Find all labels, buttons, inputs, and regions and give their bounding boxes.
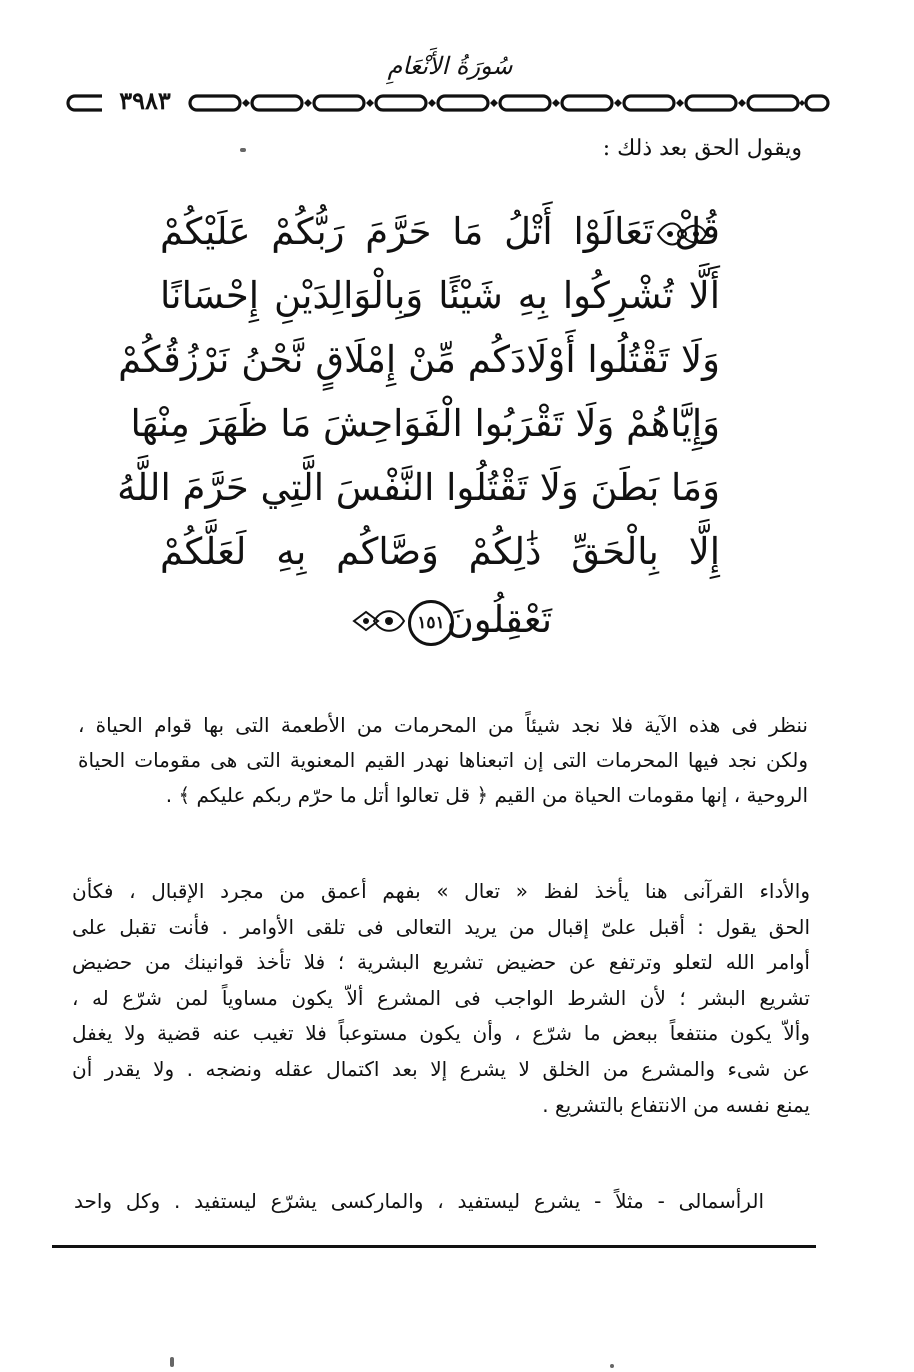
commentary-paragraph xyxy=(72,874,810,1123)
footer-divider xyxy=(52,1245,816,1248)
verse-line: وَمَا بَطَنَ وَلَا تَقْتُلُوا النَّفْسَ الَّتِي حَرَّمَ اللَّهُ xyxy=(117,466,720,509)
verse-end-ornament-icon xyxy=(352,604,406,638)
paragraph-line: عن شىء والمشرع من الخلق لا يشرع إلا بعد اكتمال عقله ونضجه . ولا يقدر أن xyxy=(72,1056,810,1081)
paragraph-line: ولكن نجد فيها المحرمات التى إن اتبعناها نهدر القيم المعنوية التى هى مقومات الحياة xyxy=(78,748,808,772)
paragraph-line: يمنع نفسه من الانتفاع بالتشريع . xyxy=(542,1092,810,1117)
paragraph-line: أوامر الله لتعلو وترتفع عن حضيض تشريع البشرية ؛ فلا تأخذ قوانينك من حضيض xyxy=(72,950,810,975)
intro-sentence: ويقول الحق بعد ذلك : xyxy=(602,136,802,161)
paragraph-line: وألاّ يكون منتفعاً ببعض ما شرّع ، وأن يكون مستوعباً فلا تغيب عنه قضية ولا يغفل xyxy=(72,1021,810,1046)
surah-title: سُورَةُ الأَنْعَامِ xyxy=(387,52,513,80)
paragraph-line: الروحية ، إنها مقومات الحياة من القيم ﴿ قل تعالوا أتل ما حرّم ربكم عليكم ﴾ . xyxy=(165,783,808,807)
verse-line: وَإِيَّاهُمْ وَلَا تَقْرَبُوا الْفَوَاحِشَ مَا ظَهَرَ مِنْهَا xyxy=(130,402,720,445)
paragraph-line: والأداء القرآنى هنا يأخذ لفظ « تعال » بفهم أعمق من مجرد الإقبال ، فكأن xyxy=(72,879,810,903)
paragraph-line: تشريع البشر ؛ لأن الشرط الواجب فى المشرع ألاّ يكون مساوياً لمن شرّع له ، xyxy=(72,985,810,1010)
page-number: ٣٩٨٣ xyxy=(102,86,188,115)
paragraph-line: الرأسمالى - مثلاً - يشرع ليستفيد ، والماركسى يشرّع ليستفيد . وكل واحد xyxy=(74,1189,764,1213)
verse-line: أَلَّا تُشْرِكُوا بِهِ شَيْئًا وَبِالْوَالِدَيْنِ إِحْسَانًا xyxy=(160,274,720,317)
commentary-paragraph xyxy=(74,1184,764,1219)
ayah-number-marker: ١٥١ xyxy=(408,600,454,646)
verse-ending xyxy=(352,594,552,646)
quran-verse xyxy=(117,200,720,584)
scan-speck xyxy=(170,1357,174,1367)
scan-speck xyxy=(240,148,246,152)
verse-line: إِلَّا بِالْحَقِّ ذَٰلِكُمْ وَصَّاكُم بِهِ لَعَلَّكُمْ xyxy=(160,530,720,573)
paragraph-line: الحق يقول : أقبل علىّ إقبال من يريد التعالى فى تلقى الأوامر . فأنت تقبل على xyxy=(72,914,810,939)
commentary-paragraph xyxy=(78,708,808,813)
verse-line: قُلْ تَعَالَوْا أَتْلُ مَا حَرَّمَ رَبُّكُمْ عَلَيْكُمْ xyxy=(160,210,720,253)
verse-last-word: تَعْقِلُونَ xyxy=(446,598,552,641)
verse-line: وَلَا تَقْتُلُوا أَوْلَادَكُم مِّنْ إِمْلَاقٍ نَّحْنُ نَرْزُقُكُمْ xyxy=(118,338,720,381)
paragraph-line: ننظر فى هذه الآية فلا نجد شيئاً من المحرمات من الأطعمة التى بها قوام الحياة ، xyxy=(78,713,808,737)
scan-speck xyxy=(610,1364,614,1368)
